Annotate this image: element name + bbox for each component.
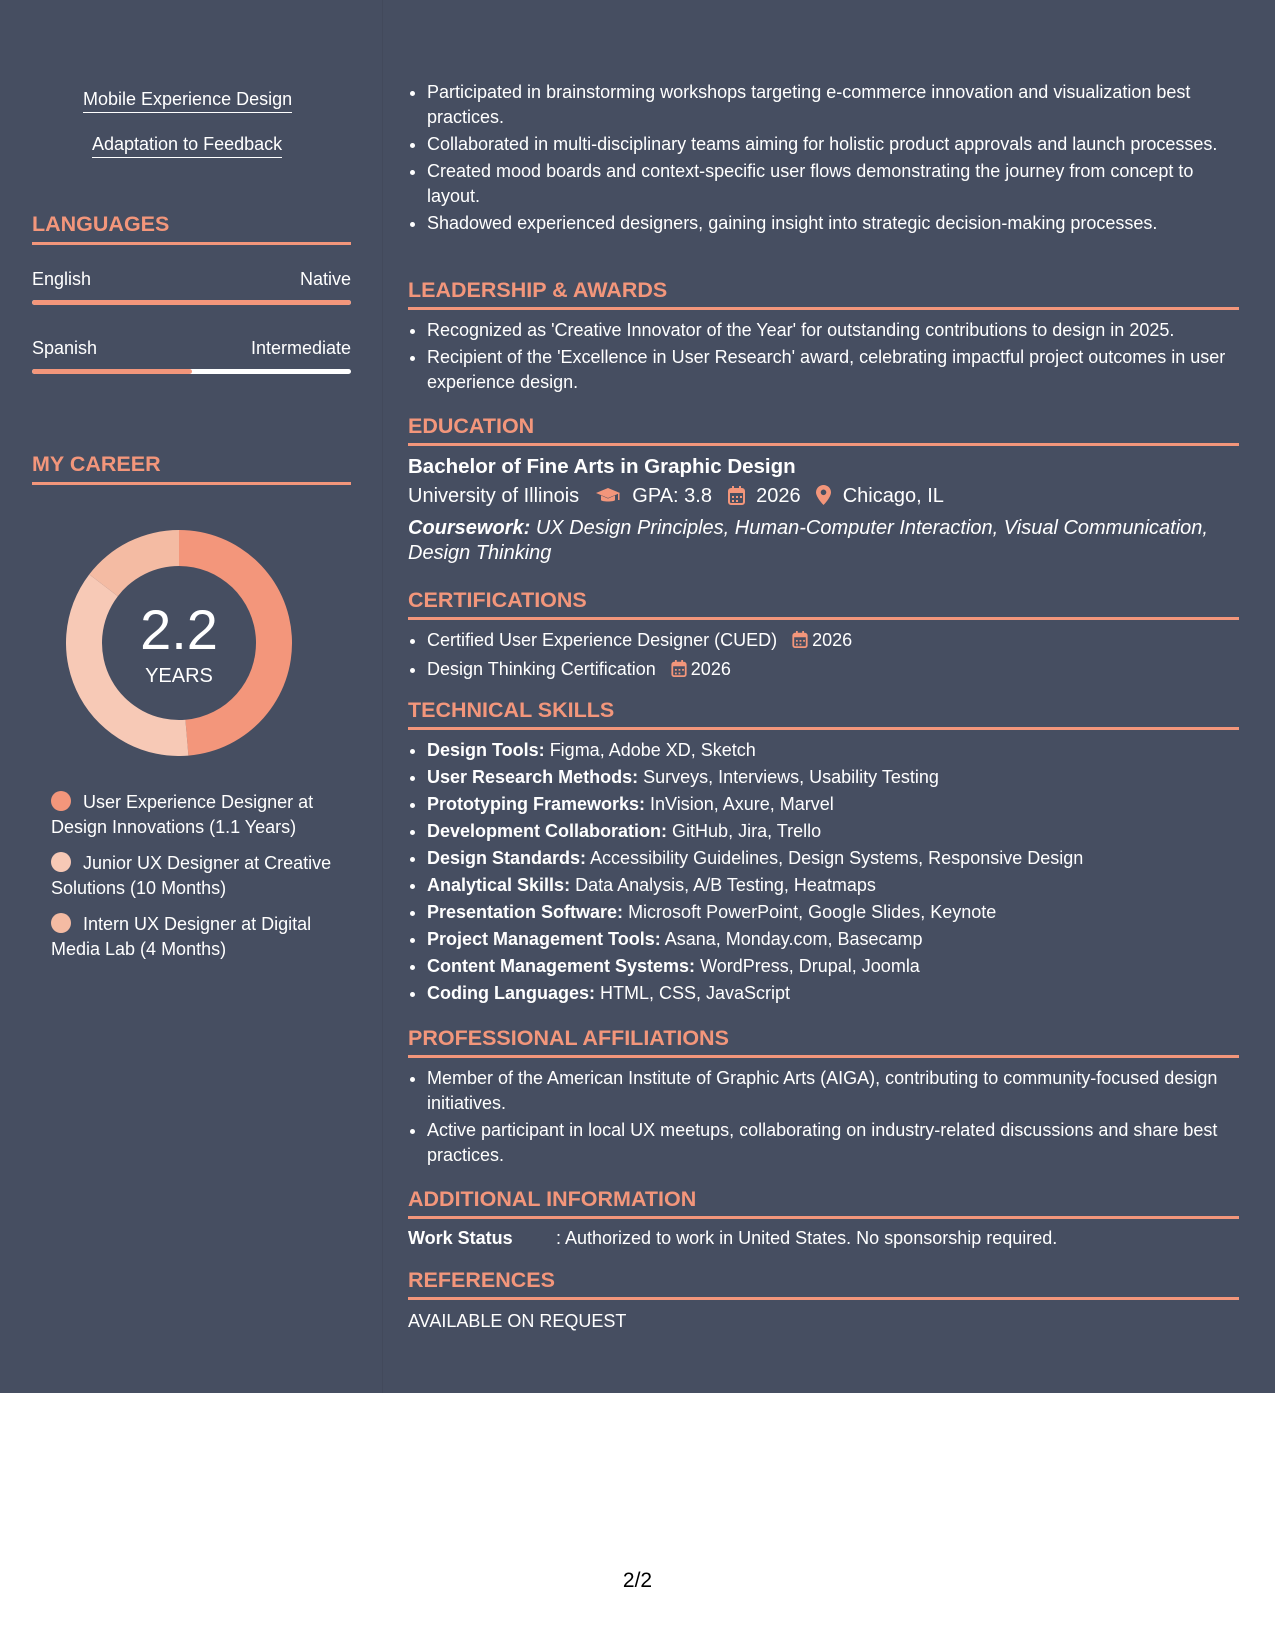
technical-skill xyxy=(427,792,1239,817)
affiliation-bullet: • Member of the American Institute of Graphic Arts (AIGA), contributing to community-focused design initiatives. xyxy=(427,1066,1239,1116)
certifications-list xyxy=(408,628,1239,686)
education-heading: EDUCATION xyxy=(408,413,1239,446)
affiliations-bullets xyxy=(408,1066,1239,1170)
calendar-icon xyxy=(671,659,687,684)
education-gpa: GPA: 3.8 xyxy=(632,485,712,507)
technical-skill-value: Figma, Adobe XD, Sketch xyxy=(549,740,756,760)
technical-skill-label: Prototyping Frameworks: xyxy=(427,794,646,814)
language-level: Native xyxy=(299,269,351,289)
education-degree: Bachelor of Fine Arts in Graphic Design xyxy=(408,455,796,478)
certification-year: 2026 xyxy=(812,630,853,650)
languages-heading: LANGUAGES xyxy=(32,212,351,245)
work-status-label: Work Status xyxy=(408,1228,513,1248)
technical-skill xyxy=(427,738,1239,763)
technical-skill-label: Content Management Systems: xyxy=(427,956,696,976)
graduation-cap-icon xyxy=(595,486,621,512)
technical-skill xyxy=(427,819,1239,844)
additional-info-heading: ADDITIONAL INFORMATION xyxy=(408,1186,1239,1219)
calendar-icon xyxy=(792,630,808,655)
career-list xyxy=(51,790,341,973)
education-year: 2026 xyxy=(756,485,801,507)
coursework-label: Coursework: xyxy=(408,517,531,539)
technical-skill-value: WordPress, Drupal, Joomla xyxy=(700,956,920,976)
technical-skill xyxy=(427,981,1239,1006)
certification-date xyxy=(792,630,852,650)
technical-skill-value: Microsoft PowerPoint, Google Slides, Keynote xyxy=(628,902,997,922)
technical-skill-label: Presentation Software: xyxy=(427,902,624,922)
coursework-value: UX Design Principles, Human-Computer Interaction, Visual Communication, Design Thinking xyxy=(408,517,1208,564)
language-proficiency-fill xyxy=(32,300,351,305)
technical-skill-value: HTML, CSS, JavaScript xyxy=(600,983,791,1003)
language-name: Spanish xyxy=(32,338,98,358)
career-item-text: Intern UX Designer at Digital Media Lab (4 Months) xyxy=(51,914,312,959)
technical-skill-label: Coding Languages: xyxy=(427,983,595,1003)
leadership-heading: LEADERSHIP & AWARDS xyxy=(408,277,1239,310)
leadership-bullet: • Recognized as 'Creative Innovator of the Year' for outstanding contributions to design in 2025. xyxy=(427,318,1239,343)
page-number: 2/2 xyxy=(622,1569,653,1592)
references-text: AVAILABLE ON REQUEST xyxy=(408,1311,627,1331)
work-status-row xyxy=(408,1226,1057,1250)
location-pin-icon xyxy=(816,485,831,512)
technical-skill xyxy=(427,846,1239,871)
left-sidebar xyxy=(0,0,383,1393)
technical-skill-value: InVision, Axure, Marvel xyxy=(650,794,834,814)
leadership-bullets xyxy=(408,318,1239,397)
career-item xyxy=(51,790,341,840)
experience-bullets xyxy=(408,80,1239,238)
career-total-years: 2.2 xyxy=(140,598,218,661)
education-meta xyxy=(408,483,944,512)
technical-skill-label: Analytical Skills: xyxy=(427,875,571,895)
technical-skill-value: Accessibility Guidelines, Design Systems, Responsive Design xyxy=(590,848,1084,868)
skill-item: Mobile Experience Design xyxy=(83,88,292,113)
experience-bullet: • Shadowed experienced designers, gaining insight into strategic decision-making processes. xyxy=(427,211,1239,236)
career-item-text: Junior UX Designer at Creative Solutions (10 Months) xyxy=(51,853,332,898)
language-proficiency-bar xyxy=(32,369,351,374)
certification-name: Design Thinking Certification xyxy=(427,659,656,679)
leadership-bullet: • Recipient of the 'Excellence in User Research' award, celebrating impactful project outcomes in user experience design. xyxy=(427,345,1239,395)
education-location: Chicago, IL xyxy=(842,485,944,507)
career-legend-dot xyxy=(51,791,71,811)
technical-skill-value: Data Analysis, A/B Testing, Heatmaps xyxy=(575,875,876,895)
technical-skill xyxy=(427,900,1239,925)
technical-skill-value: GitHub, Jira, Trello xyxy=(672,821,822,841)
skill-item: Adaptation to Feedback xyxy=(92,133,282,158)
certification-item xyxy=(427,628,1239,655)
certifications-heading: CERTIFICATIONS xyxy=(408,587,1239,620)
certification-name: Certified User Experience Designer (CUED) xyxy=(427,630,778,650)
work-status-value: : Authorized to work in United States. No sponsorship required. xyxy=(556,1228,1058,1248)
language-proficiency-fill xyxy=(32,369,192,374)
technical-skill-label: Design Tools: xyxy=(427,740,545,760)
calendar-icon xyxy=(728,486,745,512)
technical-skill-label: User Research Methods: xyxy=(427,767,639,787)
technical-skill xyxy=(427,765,1239,790)
experience-bullet: • Participated in brainstorming workshops targeting e-commerce innovation and visualization best practices. xyxy=(427,80,1239,130)
career-legend-dot xyxy=(51,913,71,933)
technical-skill-value: Surveys, Interviews, Usability Testing xyxy=(643,767,939,787)
technical-skill-value: Asana, Monday.com, Basecamp xyxy=(664,929,923,949)
technical-skill-label: Design Standards: xyxy=(427,848,587,868)
experience-bullet: • Collaborated in multi-disciplinary teams aiming for holistic product approvals and launch processes. xyxy=(427,132,1239,157)
references-heading: REFERENCES xyxy=(408,1267,1239,1300)
technical-skill xyxy=(427,954,1239,979)
language-name: English xyxy=(32,269,92,289)
career-item xyxy=(51,851,341,901)
language-level: Intermediate xyxy=(250,338,351,358)
technical-skill xyxy=(427,927,1239,952)
career-item xyxy=(51,912,341,962)
technical-skill xyxy=(427,873,1239,898)
education-school: University of Illinois xyxy=(408,485,580,507)
certification-year: 2026 xyxy=(690,659,731,679)
affiliations-heading: PROFESSIONAL AFFILIATIONS xyxy=(408,1025,1239,1058)
education-coursework xyxy=(408,516,1239,566)
career-legend-dot xyxy=(51,852,71,872)
technical-skills-list xyxy=(408,738,1239,1008)
certification-item xyxy=(427,657,1239,684)
certification-date xyxy=(671,659,731,679)
technical-skills-heading: TECHNICAL SKILLS xyxy=(408,697,1239,730)
affiliation-bullet: • Active participant in local UX meetups, collaborating on industry-related discussions and share best practices. xyxy=(427,1118,1239,1168)
technical-skill-label: Project Management Tools: xyxy=(427,929,661,949)
experience-bullet: • Created mood boards and context-specific user flows demonstrating the journey from concept to layout. xyxy=(427,159,1239,209)
technical-skill-label: Development Collaboration: xyxy=(427,821,668,841)
career-total-unit: YEARS xyxy=(145,665,213,687)
career-heading: MY CAREER xyxy=(32,452,351,485)
career-item-text: User Experience Designer at Design Innovations (1.1 Years) xyxy=(51,792,314,837)
language-proficiency-bar xyxy=(32,300,351,305)
